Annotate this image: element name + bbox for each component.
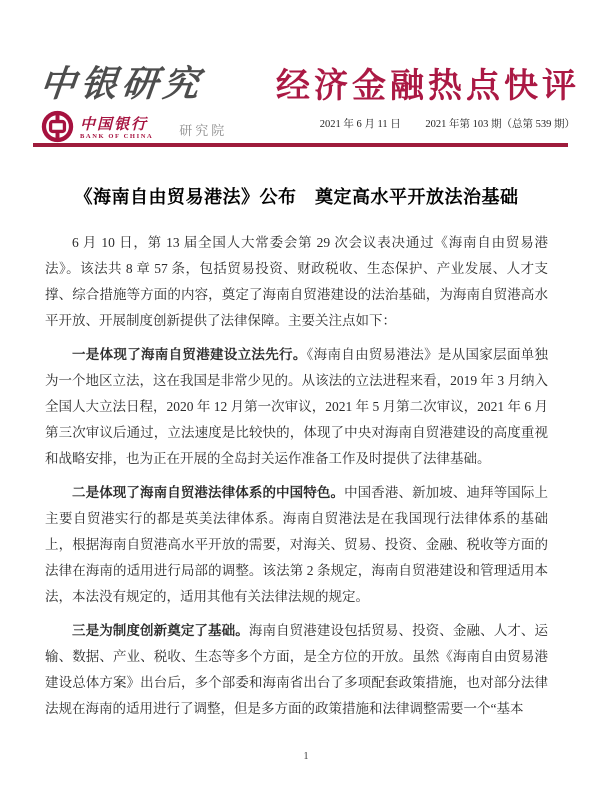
article-paragraph-3: [45, 480, 548, 610]
bank-name-chinese: 中国银行: [80, 115, 149, 134]
zhongyin-research-calligraphy-logo: 中银研究: [37, 63, 206, 105]
article-paragraph-1: [45, 230, 548, 334]
bulletin-title: 经济金融热点快评: [276, 67, 580, 105]
article-paragraph-4: [45, 618, 548, 722]
issue-info-row: [320, 116, 575, 131]
article-title: 《海南自由贸易港法》公布 奠定高水平开放法治基础: [74, 187, 519, 207]
issue-date: 2021 年 6 月 11 日: [319, 119, 401, 130]
paragraph-lead: 一是体现了海南自贸港建设立法先行。: [72, 347, 307, 362]
paragraph-text: 6 月 10 日，第 13 届全国人大常委会第 29 次会议表决通过《海南自由贸易港法》。该法共 8 章 57 条，包括贸易投资、财政税收、生态保护、产业发展、人才支撑、综合措施等方面的内容，奠定了海南自贸港建设的法治基础，为海南自贸港高水平开放、开展制度创新提供了法律保障。主要关注点如下：: [45, 235, 548, 328]
paragraph-text: 《海南自由贸易港法》是从国家层面单独为一个地区立法，这在我国是非常少见的。从该法的立法进程来看，2019 年 3 月纳入全国人大立法日程，2020 年 12 月第一次审议，2021 年 5 月第二次审议，2021 年 6 月第三次审议后通过，立法速度是比较快的，体现了中央对海南自贸港建设的高度重视和战略安排，也为正在开展的全岛封关运作准备工作及时提供了法律基础。: [45, 347, 548, 466]
masthead-rule: [33, 143, 568, 147]
paragraph-lead: 三是为制度创新奠定了基础。: [72, 623, 249, 638]
paragraph-text: 中国香港、新加坡、迪拜等国际上主要自贸港实行的都是英美法律体系。海南自贸港法是在我国现行法律体系的基础上，根据海南自贸港高水平开放的需要，对海关、贸易、投资、金融、税收等方面的法律在海南的适用进行局部的调整。该法第 2 条规定，海南自贸港建设和管理适用本法，本法没有规定的，适用其他有关法律法规的规定。: [45, 485, 549, 604]
article-paragraph-2: [45, 342, 548, 472]
article-body: [45, 183, 548, 730]
page-number: 1: [303, 751, 309, 762]
institute-label: 研究院: [179, 122, 228, 138]
issue-number: 2021 年第 103 期（总第 539 期）: [425, 119, 575, 130]
bank-name-english: BANK OF CHINA: [80, 133, 154, 141]
bank-name-block: [80, 117, 153, 141]
paragraph-lead: 二是体现了海南自贸港法律体系的中国特色。: [72, 485, 345, 500]
paragraph-text: 海南自贸港建设包括贸易、投资、金融、人才、运输、数据、产业、税收、生态等多个方面，是全方位的开放。虽然《海南自由贸易港建设总体方案》出台后，多个部委和海南省出台了多项配套政策措施，也对部分法律法规在海南的适用进行了调整，但是多方面的政策措施和法律调整需要一个“基本: [45, 623, 549, 716]
